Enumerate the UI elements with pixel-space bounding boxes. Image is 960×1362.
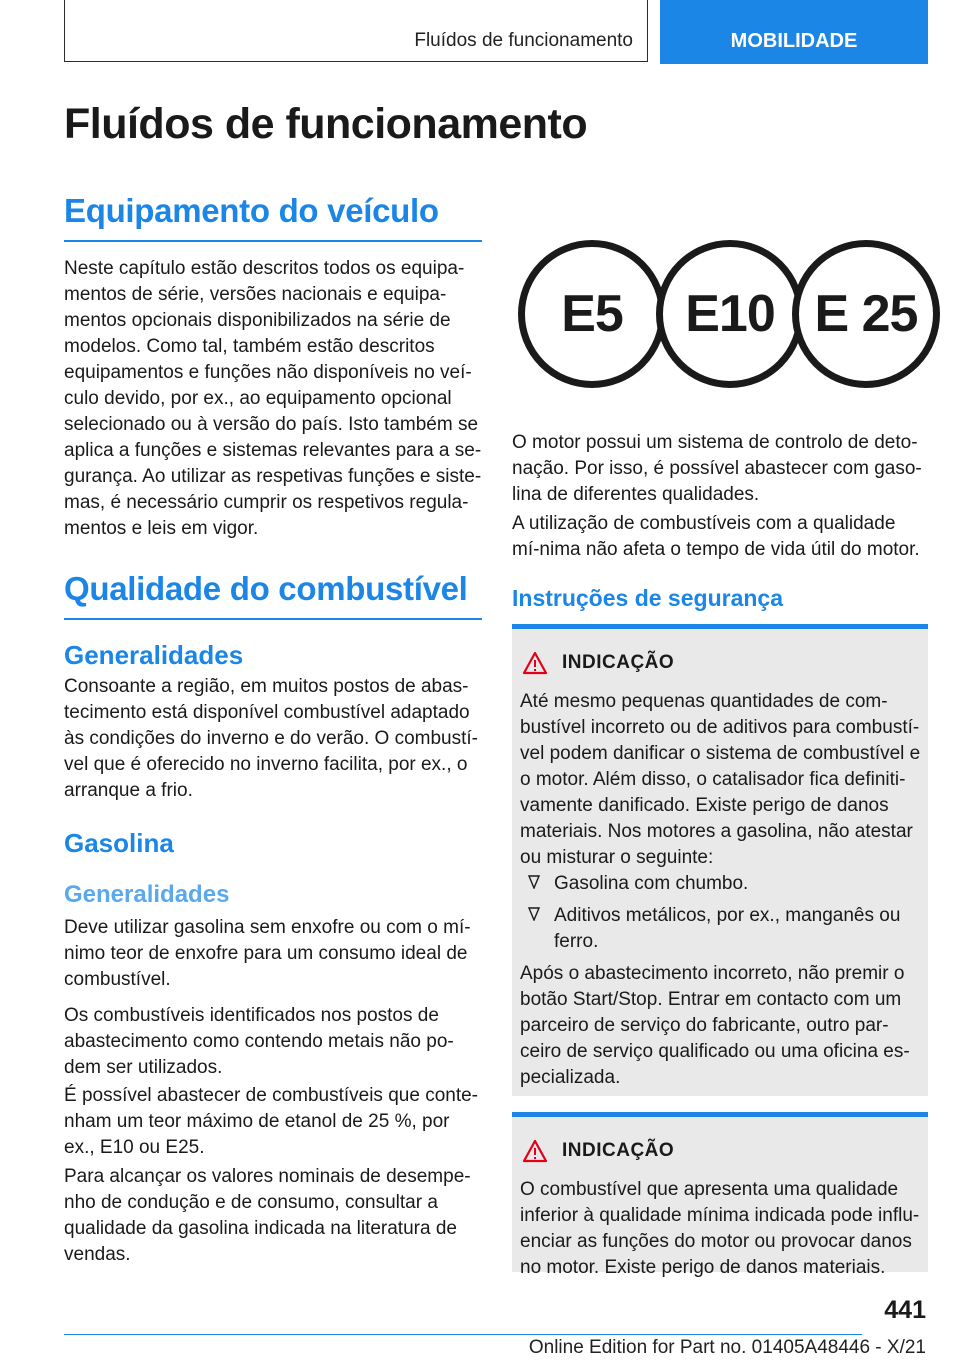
- paragraph-equipment: Neste capítulo estão descritos todos os equipa-mentos de série, versões nacionais e equipa-mentos opcionais disponibilizados na série de modelos. Como tal, também estão descritos equipamentos e funções não disponíveis no veí-culo devido, por ex., ao equipamento opcional selecionado ou à versão do país. Isto também se aplica a funções e sistemas relevantes para a se-gurança. Ao utilizar as respetivas funções e siste-mas, é necessário cumprir os respetivos regula-mentos e leis em vigor.: [64, 258, 482, 539]
- list-item: [520, 903, 924, 955]
- paragraph-gasoline-1: Deve utilizar gasolina sem enxofre ou com o mí-nimo teor de enxofre para um consumo ideal de combustível.: [64, 917, 471, 990]
- fuel-grade-badges: [512, 240, 928, 400]
- footer-edition: Online Edition for Part no. 01405A48446 - X/21: [528, 1337, 926, 1358]
- paragraph-gasoline-4: Para alcançar os valores nominais de desempe-nho de condução e de consumo, consultar a qualidade da gasolina indicada na literatura de vendas.: [64, 1166, 471, 1265]
- list-item-text: Aditivos metálicos, por ex., manganês ou ferro.: [554, 905, 901, 952]
- list-item: [520, 871, 924, 897]
- warning-triangle-icon: [522, 1139, 548, 1163]
- badge-e5: E5: [518, 240, 666, 388]
- heading-gasoline-general: Generalidades: [64, 881, 230, 908]
- paragraph-gasoline-3: É possível abastecer de combustíveis que conte-nham um teor máximo de etanol de 25 %, por ex., E10 ou E25.: [64, 1085, 479, 1158]
- heading-general: Generalidades: [64, 640, 244, 670]
- notice-1-body: Até mesmo pequenas quantidades de com-bustível incorreto ou de aditivos para combustí-vel podem danificar o sistema de combustível e o motor. Além disso, o catalisador fica definiti-vamente danificado. Existe perigo de danos materiais. Nos motores a gasolina, não atestar ou misturar o seguinte:: [520, 691, 921, 868]
- warning-triangle-icon: [522, 651, 548, 675]
- footer-rule: [64, 1334, 862, 1335]
- header-section-label: Fluídos de funcionamento: [414, 30, 633, 51]
- notice-1-heading: [522, 651, 674, 675]
- heading-safety: Instruções de segurança: [512, 585, 783, 611]
- notice-box-1: [512, 624, 928, 1096]
- paragraph-motor-1: O motor possui um sistema de controlo de deto-nação. Por isso, é possível abastecer com gaso-lina de diferentes qualidades.: [512, 432, 922, 505]
- page-title: Fluídos de funcionamento: [64, 100, 588, 148]
- header-tab-mobilidade: MOBILIDADE: [660, 0, 928, 64]
- paragraph-motor-2: A utilização de combustíveis com a qualidade mí-nima não afeta o tempo de vida útil do motor.: [512, 513, 920, 560]
- badge-e10: E10: [656, 240, 804, 388]
- notice-2-body: O combustível que apresenta uma qualidade inferior à qualidade mínima indicada pode influ-enciar as funções do motor ou provocar danos no motor. Existe perigo de danos materiais.: [520, 1179, 920, 1278]
- heading-gasoline: Gasolina: [64, 828, 174, 858]
- page-number: 441: [884, 1296, 926, 1324]
- list-item-text: Gasolina com chumbo.: [554, 873, 749, 894]
- heading-fuel-quality: Qualidade do combustível: [64, 570, 482, 620]
- paragraph-gasoline-2: Os combustíveis identificados nos postos de abastecimento como contendo metais não po-dem ser utilizados.: [64, 1005, 454, 1078]
- triangle-bullet-icon: [528, 875, 540, 889]
- notice-1-title: INDICAÇÃO: [562, 652, 675, 673]
- notice-2-heading: [522, 1139, 674, 1163]
- header-section-box: [64, 0, 648, 62]
- heading-equipment: Equipamento do veículo: [64, 192, 482, 242]
- page-header: [64, 0, 928, 64]
- notice-1-list: [520, 871, 924, 961]
- paragraph-general: Consoante a região, em muitos postos de abas-tecimento está disponível combustível adaptado às condições do inverno e do verão. O combustí-vel que é oferecido no inverno facilita, por ex., o arranque a frio.: [64, 676, 479, 801]
- notice-2-title: INDICAÇÃO: [562, 1140, 675, 1161]
- triangle-bullet-icon: [528, 907, 540, 921]
- badge-e25: E 25: [792, 240, 940, 388]
- notice-box-2: [512, 1112, 928, 1278]
- notice-1-after: Após o abastecimento incorreto, não premir o botão Start/Stop. Entrar em contacto com um parceiro de serviço do fabricante, outro par-ceiro de serviço qualificado ou uma oficina es-pecializada.: [520, 963, 910, 1088]
